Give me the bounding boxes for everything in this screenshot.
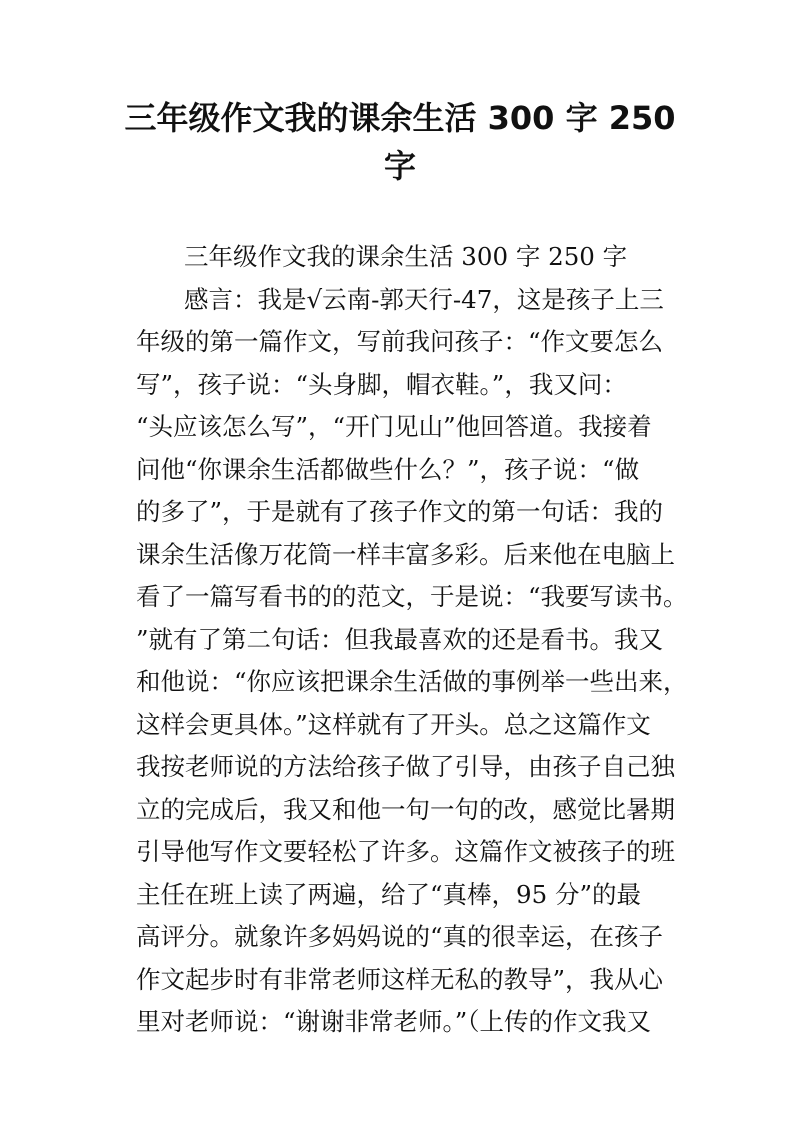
body-line-3: 年级的第一篇作文，写前我问孩子：“作文要怎么 [136,327,664,356]
body-line-8: 课余生活像万花筒一样丰富多彩。后来他在电脑上 [136,539,675,569]
body-line-2: 感言：我是√云南-郭天行-47，这是孩子上三 [184,284,664,314]
body-line-12: 这样会更具体。”这样就有了开头。总之这篇作文 [136,709,651,739]
document-body [136,236,696,1044]
body-line-7: 的多了”，于是就有了孩子作文的第一句话：我的 [136,497,664,526]
body-line-4: 写”，孩子说：“头身脚，帽衣鞋。”，我又问： [136,369,627,399]
body-line-13: 我按老师说的方法给孩子做了引导，由孩子自己独 [136,752,675,781]
body-line-1: 三年级作文我的课余生活 300 字 250 字 [184,242,628,271]
body-line-9: 看了一篇写看书的的范文，于是说：“我要写读书。 [136,582,688,611]
body-line-16: 主任在班上读了两遍，给了“真棒，95 分”的最 [136,879,642,909]
body-line-18: 作文起步时有非常老师这样无私的教导”，我从心 [136,964,664,994]
title-line-1: 三年级作文我的课余生活 300 字 250 [124,99,676,137]
body-line-10: ”就有了第二句话：但我最喜欢的还是看书。我又 [136,624,664,654]
body-line-17: 高评分。就象许多妈妈说的“真的很幸运，在孩子 [136,922,664,951]
body-line-15: 引导他写作文要轻松了许多。这篇作文被孩子的班 [136,837,675,866]
body-line-14: 立的完成后，我又和他一句一句的改，感觉比暑期 [136,794,675,824]
body-line-6: 问他“你课余生活都做些什么？”，孩子说：“做 [136,454,640,484]
document-title [100,94,700,190]
body-line-11: 和他说：“你应该把课余生活做的事例举一些出来， [136,667,688,696]
title-line-2: 字 [383,147,416,185]
body-line-5: “头应该怎么写”，“开门见山”他回答道。我接着 [136,412,652,441]
body-line-19: 里对老师说：“谢谢非常老师。”（上传的作文我又 [136,1007,652,1036]
